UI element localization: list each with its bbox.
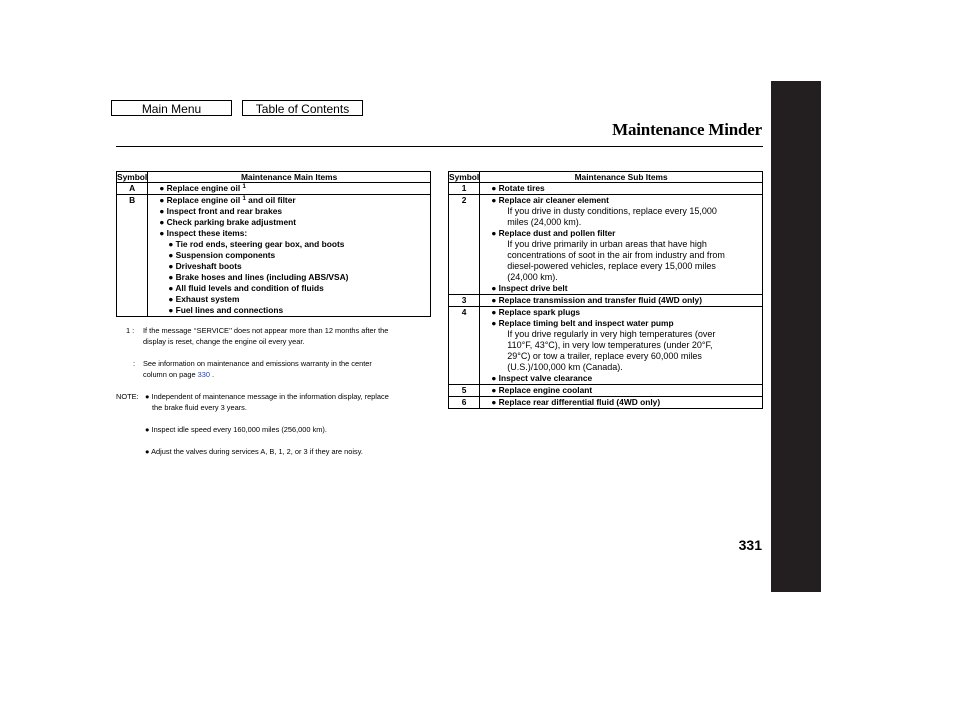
items-cell: [148, 195, 431, 317]
item-text: ● Inspect drive belt: [491, 283, 568, 293]
page-title: Maintenance Minder: [612, 120, 762, 139]
item-text: ● Inspect these items:: [159, 228, 248, 238]
item-text: ● Driveshaft boots: [168, 261, 242, 271]
item-text: diesel-powered vehicles, replace every 15,000 miles: [507, 261, 716, 271]
footnote-2-line-2-prefix: column on page: [143, 370, 198, 379]
table-of-contents-button[interactable]: Table of Contents: [242, 100, 363, 116]
page-330-link[interactable]: 330: [197, 370, 210, 379]
item-line: [151, 294, 427, 305]
symbol-cell: 2: [449, 195, 480, 295]
item-line: [151, 283, 427, 294]
maintenance-sub-items-table: [448, 171, 763, 409]
items-cell: [480, 307, 763, 385]
item-line: [151, 183, 427, 194]
item-description: [483, 362, 759, 373]
symbol-cell: 5: [449, 385, 480, 397]
item-text: 110°F, 43°C), in very low temperatures (under 20°F,: [507, 340, 713, 350]
item-description: [483, 250, 759, 261]
items-cell: [480, 195, 763, 295]
item-text: ● Replace spark plugs: [491, 307, 581, 317]
footnote-2-marker: :: [133, 359, 136, 368]
item-line: [483, 195, 759, 206]
item-text: ● Replace engine oil: [159, 183, 241, 193]
footnote-1-line-2: display is reset, change the engine oil every year.: [143, 337, 305, 346]
item-text: 29°C) or tow a trailer, replace every 60,000 miles: [507, 351, 702, 361]
table-row: [449, 183, 763, 195]
item-text: ● Rotate tires: [491, 183, 545, 193]
table-row: [449, 307, 763, 385]
item-text: ● Brake hoses and lines (including ABS/VSA): [168, 272, 349, 282]
maintenance-main-items-table: [116, 171, 431, 317]
item-description: [483, 329, 759, 340]
symbol-cell: B: [117, 195, 148, 317]
item-text: ● Inspect front and rear brakes: [159, 206, 283, 216]
item-text: ● Replace transmission and transfer fluid (4WD only): [491, 295, 702, 305]
note-1-line-2: the brake fluid every 3 years.: [152, 403, 247, 412]
footnote-ref: 1: [242, 184, 246, 190]
footnote-1-marker: 1 :: [126, 326, 135, 335]
main-menu-button[interactable]: Main Menu: [111, 100, 232, 116]
item-text: concentrations of soot in the air from industry and from: [507, 250, 725, 260]
item-description: [483, 206, 759, 217]
title-divider: [116, 146, 763, 147]
table-row: [449, 195, 763, 295]
item-line: [151, 228, 427, 239]
item-line: [151, 206, 427, 217]
note-3: ● Adjust the valves during services A, B, 1, 2, or 3 if they are noisy.: [145, 447, 363, 456]
items-cell: [480, 183, 763, 195]
item-line: [151, 239, 427, 250]
column-header-symbol: Symbol: [117, 172, 148, 182]
item-text: (24,000 km).: [507, 272, 558, 282]
table-row: [117, 183, 431, 195]
column-header-symbol: Symbol: [449, 172, 480, 182]
table-row: [449, 397, 763, 409]
page-number: 331: [738, 537, 762, 553]
item-line: [483, 385, 759, 396]
column-header-main-items: Maintenance Main Items: [148, 172, 431, 183]
note-label: NOTE:: [116, 392, 139, 401]
item-text: ● Check parking brake adjustment: [159, 217, 297, 227]
item-text-suffix: and oil filter: [245, 195, 296, 205]
item-text: ● Replace air cleaner element: [491, 195, 609, 205]
item-line: [483, 318, 759, 329]
item-line: [151, 250, 427, 261]
item-text: ● Suspension components: [168, 250, 276, 260]
symbol-cell: A: [117, 183, 148, 195]
item-description: [483, 351, 759, 362]
side-tab-bar: [771, 81, 821, 592]
symbol-cell: 6: [449, 397, 480, 409]
item-text: If you drive regularly in very high temperatures (over: [507, 329, 716, 339]
item-text: ● All fluid levels and condition of fluids: [168, 283, 324, 293]
footnote-ref: 1: [242, 196, 246, 202]
item-line: [151, 217, 427, 228]
item-description: [483, 239, 759, 250]
note-1-line-1: ● Independent of maintenance message in the information display, replace: [145, 392, 389, 401]
item-line: [483, 307, 759, 318]
item-line: [483, 295, 759, 306]
item-text: ● Tie rod ends, steering gear box, and boots: [168, 239, 345, 249]
item-description: [483, 340, 759, 351]
item-text: If you drive primarily in urban areas that have high: [507, 239, 707, 249]
item-line: [483, 373, 759, 384]
item-line: [151, 272, 427, 283]
symbol-cell: 3: [449, 295, 480, 307]
item-description: [483, 261, 759, 272]
item-text: ● Replace engine oil: [159, 195, 241, 205]
table-row: [449, 385, 763, 397]
item-line: [151, 305, 427, 316]
table-row: [449, 295, 763, 307]
item-text: If you drive in dusty conditions, replace every 15,000: [507, 206, 717, 216]
item-description: [483, 217, 759, 228]
item-line: [151, 261, 427, 272]
footnote-2-line-2: [143, 369, 214, 380]
item-line: [483, 283, 759, 294]
item-text: ● Replace timing belt and inspect water pump: [491, 318, 674, 328]
footnote-2-line-1: See information on maintenance and emissions warranty in the center: [143, 359, 372, 368]
item-text: (U.S.)/100,000 km (Canada).: [507, 362, 623, 372]
item-line: [483, 397, 759, 408]
item-text: miles (24,000 km).: [507, 217, 582, 227]
items-cell: [480, 295, 763, 307]
table-row: [117, 195, 431, 317]
items-cell: [480, 397, 763, 409]
item-description: [483, 272, 759, 283]
footnote-1-line-1: If the message ‘‘SERVICE’’ does not appear more than 12 months after the: [143, 326, 389, 335]
item-text: ● Inspect valve clearance: [491, 373, 593, 383]
item-text: ● Replace engine coolant: [491, 385, 593, 395]
items-cell: [480, 385, 763, 397]
symbol-cell: 1: [449, 183, 480, 195]
item-text: ● Replace dust and pollen filter: [491, 228, 616, 238]
item-text: ● Fuel lines and connections: [168, 305, 284, 315]
items-cell: [148, 183, 431, 195]
column-header-sub-items: Maintenance Sub Items: [480, 172, 763, 183]
footnote-2-line-2-suffix: .: [210, 370, 215, 379]
item-line: [151, 195, 427, 206]
item-line: [483, 228, 759, 239]
item-text: ● Replace rear differential fluid (4WD only): [491, 397, 661, 407]
note-2: ● Inspect idle speed every 160,000 miles (256,000 km).: [145, 425, 327, 434]
item-line: [483, 183, 759, 194]
symbol-cell: 4: [449, 307, 480, 385]
item-text: ● Exhaust system: [168, 294, 240, 304]
